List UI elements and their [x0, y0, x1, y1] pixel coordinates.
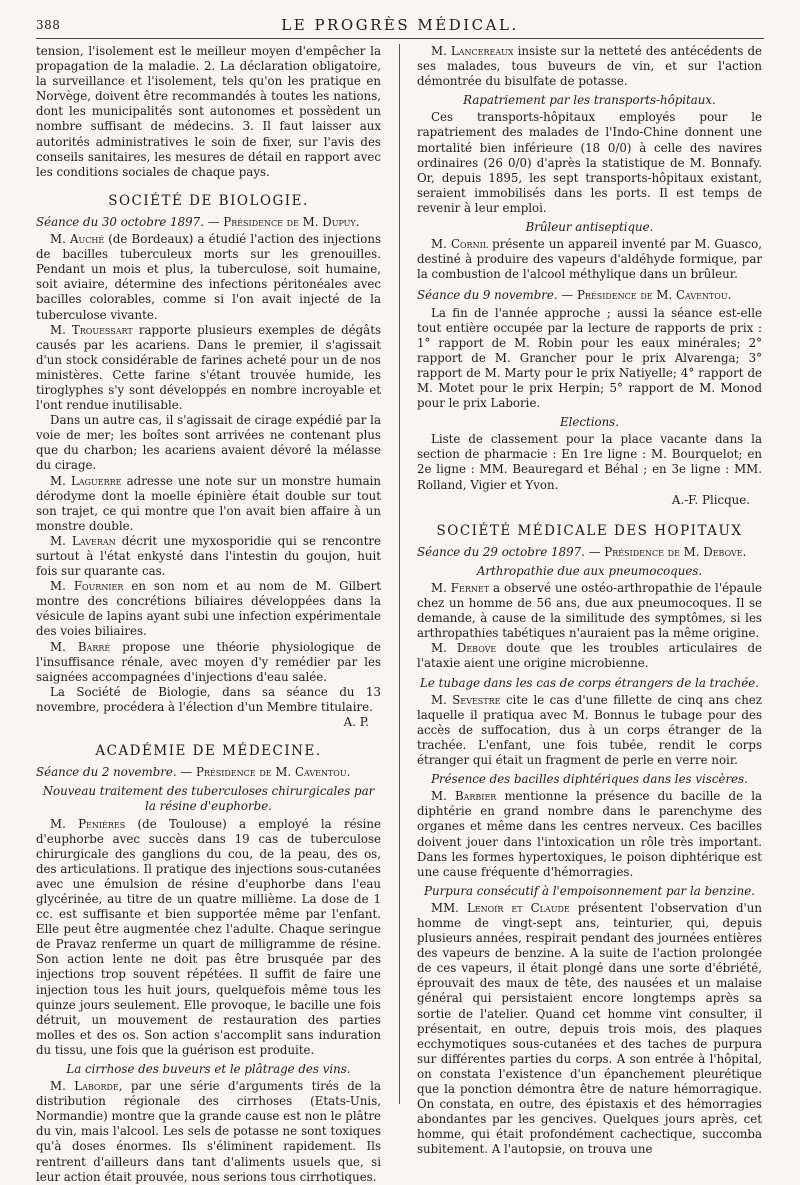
- paragraph-text: (de Toulouse) a employé la résine d'euphorbe avec succès dans 19 cas de tuberculose chirurgicale des ganglions du cou, de la peau, des os, des articulations. Il pratique des injections sous-cutanées avec une émulsion de résine d'euphorbe dans l'eau glycérinée, au titre de un quatre millième. La dose de 1 cc. est suffisante et bien supportée même par l'enfant. Elle peut être augmentée chez l'adulte. Chaque seringue de Pravaz renferme un quart de milligramme de résine. Son action lente ne doit pas être brusquée par des injections trop souvent répétées. Il suffit de faire une injection tous les huit jours, quelquefois même tous les quinze jours seulement. Elle provoque, le bacille une fois détruit, un mouvement de restauration des parties molles et des os. Son action s'accomplit sans induration du tissu, une fois que la guérison est produite.: [36, 816, 381, 1057]
- paragraph-text: propose une théorie physiologique de l'insuffisance rénale, avec moyen d'y remédier par les saignées accompagnées d'injections d'eau salée.: [36, 639, 381, 684]
- author-name: M. Sevestre: [431, 692, 501, 707]
- author-name: M. Barbier: [431, 789, 497, 804]
- paragraph: [36, 323, 381, 414]
- session-president: Présidence de M. Caventou.: [576, 288, 732, 303]
- author-name: M. Laborde: [50, 1079, 119, 1094]
- paragraph: [36, 413, 381, 473]
- intro-paragraph: tension, l'isolement est le meilleur moyen d'empêcher la propagation de la maladie. 2. La déclaration obligatoire, la surveillance et l'isolement, tels qu'on les pratique en Norvège, doivent être recommandés à toutes les nations, dont les municipalités sont autonomes et possèdent un nombre suffisant de médecins. 3. Il faut laisser aux autorités administratives le soin de fixer, sur l'avis des conseils sanitaires, les mesures de détail en rapport avec les conditions sociales de chaque pays.: [36, 44, 381, 179]
- subheading: Présence des bacilles diphtériques dans les viscères.: [431, 772, 748, 787]
- paragraph: [417, 581, 762, 641]
- subheading: Elections.: [560, 415, 619, 430]
- signature: A.-F. Plicque.: [671, 492, 750, 507]
- paragraph: [417, 641, 762, 671]
- paragraph-text: mentionne la présence du bacille de la diphtérie en grand nombre dans le parenchyme des organes et même dans les centres nerveux. Ces bacilles doivent jouer dans l'intoxication un rôle très important. Dans les formes hypertoxiques, le poison diphtérique est une cause fréquente d'hémorragies.: [417, 789, 762, 879]
- paragraph-text: présente un appareil inventé par M. Guasco, destiné à produire des vapeurs d'aldéhyde formique, par la combustion de l'alcool méthylique dans un brûleur.: [417, 237, 762, 282]
- paragraph: [417, 237, 762, 282]
- paragraph: [417, 789, 762, 880]
- session-line: [417, 545, 762, 560]
- page-number: 388: [36, 18, 61, 32]
- session-president: Présidence de M. Caventou.: [195, 765, 351, 780]
- paragraph-text: décrit une myxosporidie qui se rencontre surtout à l'état enkysté dans l'intestin du goujon, huit fois sur quarante cas.: [36, 533, 381, 579]
- session-date: Séance du 29 octobre 1897. —: [417, 544, 601, 559]
- paragraph: [36, 817, 381, 1059]
- paragraph: La fin de l'année approche ; aussi la séance est-elle tout entière occupée par la lecture de rapports de prix : 1° rapport de M. Robin pour les eaux minérales; 2° rapport de M. Grancher pour le prix Alvarenga; 3° rapport de M. Marty pour le prix Natiyelle; 4° rapport de M. Motet pour le prix Herpin; 5° rapport de M. Monod pour le prix Laborie.: [417, 305, 762, 411]
- section-title-biologie: SOCIÉTÉ DE BIOLOGIE.: [108, 192, 309, 209]
- session-line: [36, 765, 381, 780]
- author-name: M. Trouessart: [50, 322, 133, 337]
- left-column: [36, 44, 381, 1185]
- column-divider: [399, 44, 400, 1104]
- author-name: M. Laveran: [50, 533, 116, 548]
- author-name: MM. Lenoir et Claude: [431, 900, 570, 915]
- paragraph: [36, 232, 381, 323]
- author-name: M. Laguerre: [50, 473, 122, 488]
- paragraph-text: , par une série d'arguments tirés de la distribution régionale des cirrhoses (Etats-Unis, Normandie) montre que la grande cause est non le plâtre du vin, mais l'alcool. Les sels de potasse ne sont toxiques qu'à doses énormes. Ils s'éliminent rapidement. Ils rentrent d'ailleurs dans tant d'aliments usuels que, si leur action était prouvée, nous serions tous cirrhotiques.: [36, 1079, 381, 1184]
- paragraph-text: doute que les troubles articulaires de l'ataxie aient une origine microbienne.: [417, 641, 762, 671]
- paragraph-text: (de Bordeaux) a étudié l'action des injections de bacilles tuberculeux morts sur les grenouilles. Pendant un mois et plus, la tuberculose, soit humaine, soit aviaire, détermine des infections péritonéales avec bacilles colorables, comme si l'on avait injecté de la tuberculose vivante.: [36, 232, 381, 322]
- paragraph-text: Dans un autre cas, il s'agissait de cirage expédié par la voie de mer; les boîtes sont arrivées ne contenant plus que du charbon; les acariens avaient dévoré la mélasse du cirage.: [36, 413, 381, 473]
- subheading: Brûleur antiseptique.: [525, 220, 654, 235]
- paragraph-text: en son nom et au nom de M. Gilbert montre des concrétions biliaires développées dans la vésicule de lapins ayant subi une infection expérimentale des voies biliaires.: [36, 579, 381, 639]
- signature: A. P.: [343, 715, 369, 730]
- paragraph: [417, 44, 762, 89]
- paragraph-text: insiste sur la netteté des antécédents de ses malades, tous buveurs de vin, et sur l'action démontrée du bisulfate de potasse.: [417, 44, 762, 89]
- author-name: M. Cornil: [431, 237, 489, 252]
- session-date: Séance du 2 novembre. —: [36, 765, 193, 780]
- paragraph-text: adresse une note sur un monstre humain dérodyme dont la moelle épinière était double sur tout son trajet, ce qui montre que l'on avait bien affaire à un monstre double.: [36, 473, 381, 533]
- subheading: Le tubage dans les cas de corps étrangers de la trachée.: [420, 675, 759, 690]
- paragraph-text: présentent l'observation d'un homme de vingt-sept ans, teinturier, qui, depuis plusieurs années, respirait pendant des journées entières des vapeurs de benzine. A la suite de l'action prolongée de ces vapeurs, il était plongé dans une sorte d'ébriété, éprouvait des maux de tête, des nausées et un malaise général qui persistaient encore longtemps après sa sortie de l'atelier. Quand cet homme vint consulter, il présentait, en outre, depuis trois mois, des plaques ecchymotiques sous-cutanées et des taches de purpura sur différentes parties du corps. A son entrée à l'hôpital, on constata l'existence d'un épanchement pleurétique que la ponction démontra être de nature hémorragique. On constata, en outre, des épistaxis et des hémorragies abondantes par les gencives. Quelques jours après, cet homme, qui était profondément cachectique, succomba subitement. A l'autopsie, on trouva une: [417, 900, 762, 1157]
- paragraph: Ces transports-hôpitaux employés pour le rapatriement des malades de l'Indo-Chine donnent une mortalité bien inférieure (18 0/0) à celle des navires ordinaires (26 0/0) d'après la statistique de M. Bonnafy. Or, depuis 1895, les sept transports-hôpitaux existant, seraient immobilisés dans les ports. Il est temps de revenir à leur emploi.: [417, 110, 762, 215]
- paragraph-text: cite le cas d'une fillette de cinq ans chez laquelle il pratiqua avec M. Bonnus le tubage pour des accès de suffocation, dus à un corps étranger de la trachée. L'enfant, une fois tubée, rendit le corps étranger qui était un fragment de perle en verre noir.: [417, 692, 762, 768]
- running-header: [36, 14, 764, 39]
- session-line: [36, 215, 381, 230]
- author-name: M. Fournier: [50, 579, 124, 594]
- paragraph: [36, 474, 381, 534]
- author-name: M. Penières: [50, 816, 126, 831]
- paragraph: [36, 685, 381, 715]
- session-president: Présidence de M. Debove.: [604, 544, 747, 559]
- paragraph: [36, 1079, 381, 1185]
- author-name: M. Barré: [50, 639, 111, 654]
- session-date: Séance du 9 novembre. —: [417, 288, 574, 303]
- author-name: M. Auché: [50, 232, 105, 247]
- author-name: M. Debove: [431, 641, 497, 656]
- subheading: Nouveau traitement des tuberculoses chirurgicales par la résine d'euphorbe.: [42, 784, 375, 814]
- paragraph: [417, 901, 762, 1158]
- paragraph: [417, 693, 762, 768]
- paragraph: Liste de classement pour la place vacante dans la section de pharmacie : En 1re ligne : M. Bourquelot; en 2e ligne : MM. Beauregard et Béhal ; en 3e ligne : MM. Rolland, Vigier et Yvon.: [417, 432, 762, 492]
- subheading: La cirrhose des buveurs et le plâtrage des vins.: [66, 1062, 351, 1076]
- subheading: Purpura consécutif à l'empoisonnement par la benzine.: [424, 883, 755, 898]
- author-name: M. Fernet: [431, 581, 490, 595]
- section-title-academie: ACADÉMIE DE MÉDECINE.: [95, 743, 322, 760]
- author-name: M. Lancereaux: [431, 44, 514, 58]
- paragraph-text: a observé une ostéo-arthropathie de l'épaule chez un homme de 56 ans, due aux pneumocoques. Il se demande, à cause de la similitude des symptômes, si les arthropathies tabétiques n'auraient pas la même origine.: [417, 581, 762, 641]
- paragraph: [36, 534, 381, 579]
- paragraph: [36, 640, 381, 685]
- paragraph-text: rapporte plusieurs exemples de dégâts causés par les acariens. Dans le premier, il s'agissait d'un stock considérable de farines acheté pour un de nos ministères. Cette farine s'étant trouvée humide, les tiroglyphes s'y sont développés en nombre incroyable et l'ont rendue inutilisable.: [36, 322, 381, 413]
- session-line: [417, 288, 762, 303]
- session-president: Présidence de M. Dupuy.: [223, 214, 360, 229]
- session-date: Séance du 30 octobre 1897. —: [36, 214, 220, 229]
- subheading: Rapatriement par les transports-hôpitaux.: [463, 93, 716, 108]
- paragraph: [36, 579, 381, 639]
- section-title-hopitaux: SOCIÉTÉ MÉDICALE DES HOPITAUX: [436, 522, 743, 539]
- subheading: Arthropathie due aux pneumocoques.: [476, 563, 703, 578]
- right-column: [417, 44, 762, 1157]
- journal-title: LE PROGRÈS MÉDICAL.: [281, 16, 519, 34]
- paragraph-text: La Société de Biologie, dans sa séance du 13 novembre, procédera à l'élection d'un Membre titulaire.: [36, 684, 381, 714]
